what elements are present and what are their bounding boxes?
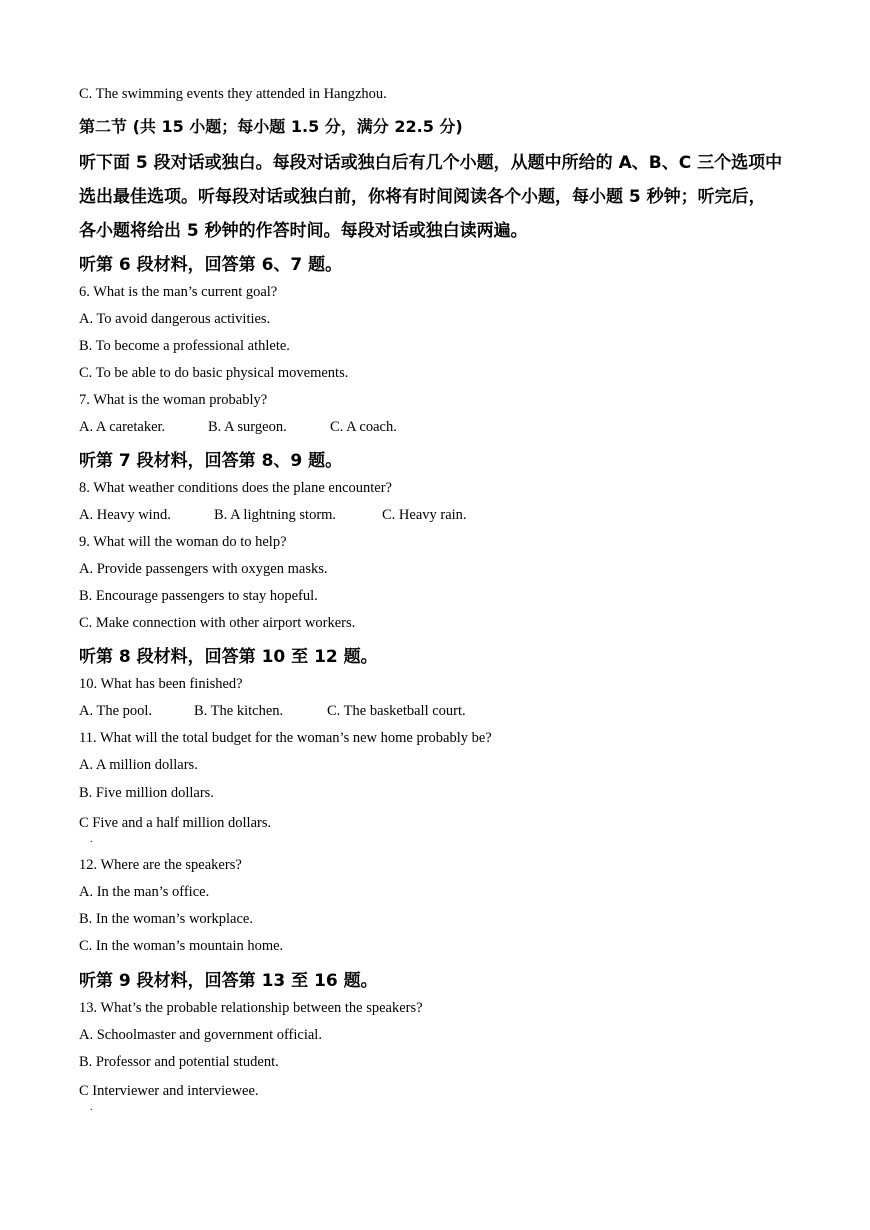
question-9-option-b: B. Encourage passengers to stay hopeful. — [79, 588, 318, 604]
instructions-line-3: 各小题将给出 5 秒钟的作答时间。每段对话或独白读两遍。 — [79, 221, 528, 241]
option-c-prev: C. The swimming events they attended in Hangzhou. — [79, 86, 387, 102]
question-10-option-b: B. The kitchen. — [194, 703, 284, 719]
question-10-option-c: C. The basketball court. — [327, 703, 466, 719]
material-8-heading: 听第 8 段材料，回答第 10 至 12 题。 — [79, 647, 378, 667]
question-12-option-a: A. In the man’s office. — [79, 884, 210, 900]
question-13-option-b: B. Professor and potential student. — [79, 1054, 279, 1070]
question-9: 9. What will the woman do to help? — [79, 534, 287, 550]
question-13-option-a: A. Schoolmaster and government official. — [79, 1027, 322, 1043]
question-9-option-a: A. Provide passengers with oxygen masks. — [79, 561, 328, 577]
question-11-option-c: C Five and a half million dollars. — [79, 815, 272, 831]
question-6-option-c: C. To be able to do basic physical movements. — [79, 365, 349, 381]
question-11-option-b: B. Five million dollars. — [79, 785, 214, 801]
question-6-option-a: A. To avoid dangerous activities. — [79, 311, 271, 327]
section-header: 第二节 (共 15 小题；每小题 1.5 分，满分 22.5 分) — [79, 117, 463, 136]
stray-dot-2: . — [90, 1102, 93, 1113]
question-8: 8. What weather conditions does the plane encounter? — [79, 480, 392, 496]
stray-dot: . — [90, 834, 93, 845]
question-12-option-c: C. In the woman’s mountain home. — [79, 938, 284, 954]
question-11-option-a: A. A million dollars. — [79, 757, 198, 773]
question-10-option-a: A. The pool. — [79, 703, 153, 719]
question-9-option-c: C. Make connection with other airport workers. — [79, 615, 356, 631]
question-8-option-b: B. A lightning storm. — [214, 507, 337, 523]
material-6-heading: 听第 6 段材料，回答第 6、7 题。 — [79, 255, 343, 275]
question-12: 12. Where are the speakers? — [79, 857, 242, 873]
material-7-heading: 听第 7 段材料，回答第 8、9 题。 — [79, 451, 343, 471]
question-10: 10. What has been finished? — [79, 676, 243, 692]
question-6-option-b: B. To become a professional athlete. — [79, 338, 290, 354]
question-13: 13. What’s the probable relationship between the speakers? — [79, 1000, 423, 1016]
material-9-heading: 听第 9 段材料，回答第 13 至 16 题。 — [79, 971, 378, 991]
question-11: 11. What will the total budget for the woman’s new home probably be? — [79, 730, 492, 746]
question-7: 7. What is the woman probably? — [79, 392, 268, 408]
question-7-option-a: A. A caretaker. — [79, 419, 166, 435]
instructions-line-2: 选出最佳选项。听每段对话或独白前，你将有时间阅读各个小题，每小题 5 秒钟；听完后， — [79, 187, 766, 207]
question-13-option-c: C Interviewer and interviewee. — [79, 1083, 259, 1099]
question-12-option-b: B. In the woman’s workplace. — [79, 911, 253, 927]
question-7-option-b: B. A surgeon. — [208, 419, 287, 435]
instructions-line-1: 听下面 5 段对话或独白。每段对话或独白后有几个小题，从题中所给的 A、B、C 三个选项中 — [79, 153, 783, 173]
question-7-option-c: C. A coach. — [330, 419, 397, 435]
question-6: 6. What is the man’s current goal? — [79, 284, 278, 300]
question-8-option-c: C. Heavy rain. — [382, 507, 467, 523]
question-8-option-a: A. Heavy wind. — [79, 507, 171, 523]
